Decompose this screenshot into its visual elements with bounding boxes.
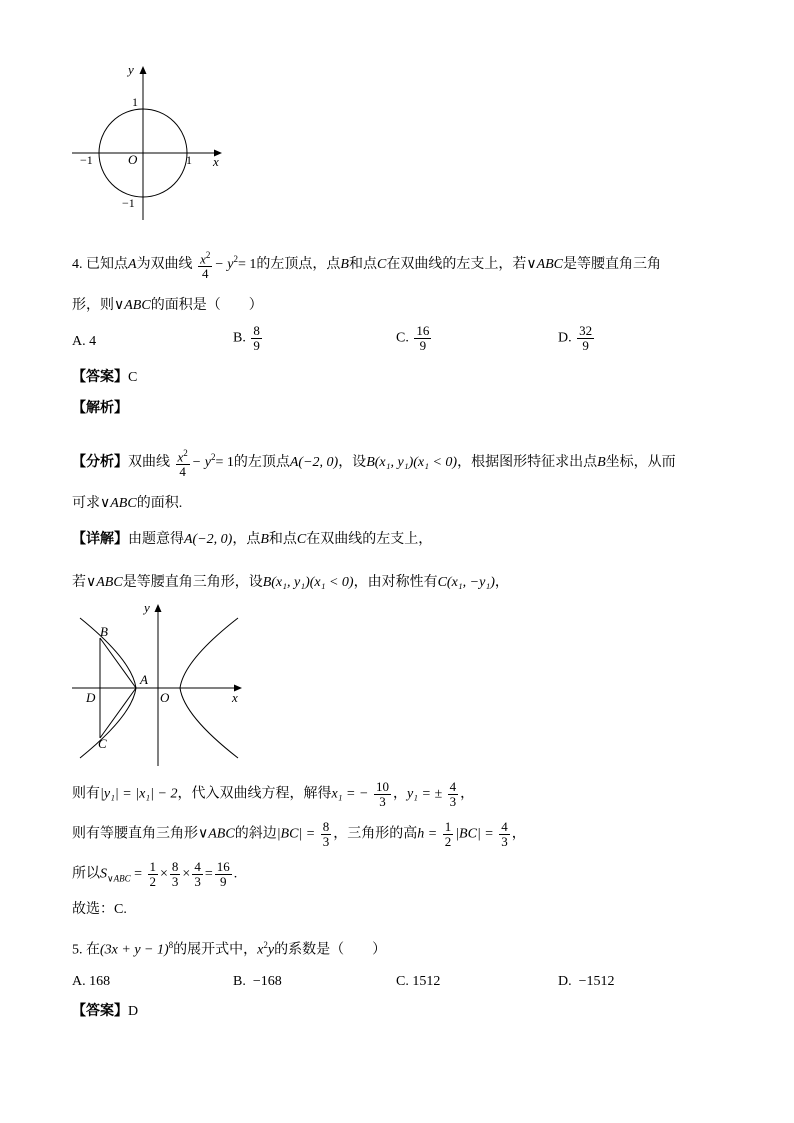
option-label: D. xyxy=(558,330,572,346)
q5-number: 5. xyxy=(72,942,83,958)
point-b-coord: B(x₁, y₁)(x₁ < 0) xyxy=(262,575,354,590)
q4-text: 为双曲线 xyxy=(136,256,193,272)
q5-term-x: x xyxy=(257,942,264,958)
q5-line1 xyxy=(72,936,386,960)
solution-text: ，三角形的高 xyxy=(333,826,418,842)
y-label: y xyxy=(128,62,134,77)
q4-text: 已知点 xyxy=(86,256,128,272)
eq-equals: = 1 xyxy=(238,256,257,272)
frac-den: 3 xyxy=(501,834,508,849)
area-result xyxy=(215,860,232,889)
option-label: A. xyxy=(72,334,86,349)
frac-x: x xyxy=(177,449,184,465)
q5-term-y: y xyxy=(267,942,275,958)
fenxi-text: 的面积. xyxy=(136,496,183,511)
frac-den: 4 xyxy=(179,464,186,480)
q4-solution-line1: 则有|y₁| = |x₁| − 2，代入双曲线方程，解得x₁ = − $\frac{10}{3}$ ，y₁ = ± $\frac{4}{3}$ ， xyxy=(72,779,475,809)
frac-den: 3 xyxy=(322,834,330,849)
option-fraction xyxy=(251,324,262,353)
q4-option-a xyxy=(72,333,96,351)
frac-den: 2 xyxy=(444,834,452,849)
fenxi-text: 的左顶点 xyxy=(233,454,290,470)
frac-num: 16 xyxy=(216,859,230,874)
answer-value: C xyxy=(128,370,138,385)
eq-minus-y: − y xyxy=(214,256,234,272)
point-a: A xyxy=(128,256,137,272)
point-a-coord: A(−2, 0) xyxy=(184,532,233,547)
segment-ac xyxy=(100,688,136,738)
point-d-label: D xyxy=(86,690,96,705)
tick-1-top: 1 xyxy=(132,95,138,109)
area-fraction-1 xyxy=(148,860,159,889)
height-fraction xyxy=(499,820,510,849)
option-fraction xyxy=(414,324,431,353)
q4-number: 4. xyxy=(72,256,83,272)
segment-ab xyxy=(100,638,136,688)
area-fraction-3 xyxy=(192,860,203,889)
option-value: 168 xyxy=(89,974,111,989)
eq-equals: = 1 xyxy=(215,454,234,470)
origin-label: O xyxy=(160,690,170,705)
q4-text: 的左顶点，点 xyxy=(256,256,341,272)
frac-den: 3 xyxy=(194,874,201,889)
x1-fraction xyxy=(374,780,391,809)
point-b-coord: B(x₁, y₁)(x₁ < 0) xyxy=(366,454,458,470)
triangle-abc: ∨ABC xyxy=(86,575,123,590)
frac-num: 32 xyxy=(579,323,593,338)
triangle-abc: ∨ABC xyxy=(114,298,151,313)
detail-text: ， xyxy=(494,575,509,590)
x-label: x xyxy=(213,154,219,169)
bc-fraction xyxy=(321,820,332,849)
point-b: B xyxy=(597,454,606,470)
q4-line2 xyxy=(72,297,263,315)
q4-text: 是等腰直角三角 xyxy=(563,256,662,272)
q4-text: 形，则 xyxy=(72,298,114,313)
choice-text: 故选：C. xyxy=(72,902,127,917)
point-c: C xyxy=(376,256,387,272)
option-label: B. xyxy=(233,330,246,346)
q4-detail-line2 xyxy=(72,574,509,592)
option-value: −1512 xyxy=(578,974,615,989)
point-b-label: B xyxy=(100,624,108,639)
option-fraction xyxy=(577,324,594,353)
frac-x: x xyxy=(200,251,206,267)
option-value: 1512 xyxy=(412,974,441,989)
fenxi-tag: 【分析】 xyxy=(72,454,128,470)
unit-circle-figure xyxy=(70,60,230,225)
bc-length: |BC| = xyxy=(276,826,316,842)
triangle-abc: ∨ABC xyxy=(198,826,235,842)
frac-den: 3 xyxy=(449,794,457,809)
option-value: 4 xyxy=(89,334,97,349)
point-b: B xyxy=(260,532,269,547)
fenxi-text: ，设 xyxy=(338,454,367,470)
eq-y-exp: 2 xyxy=(210,452,216,463)
q5-option-c xyxy=(396,973,440,991)
triangle-abc: ∨ABC xyxy=(526,256,564,272)
detail-text: 若 xyxy=(72,575,86,590)
answer-tag: 【答案】 xyxy=(72,1004,128,1019)
frac-num: 4 xyxy=(194,859,201,874)
x1-value: x₁ = − xyxy=(331,786,369,802)
eq-y-exp: 2 xyxy=(233,254,239,265)
q5-text: 的展开式中， xyxy=(173,942,258,958)
point-a-coord: A(−2, 0) xyxy=(289,454,339,470)
solution-text: ，代入双曲线方程，解得 xyxy=(177,786,332,802)
option-label: B. xyxy=(233,974,246,989)
q4-analysis-tag xyxy=(72,400,128,418)
y-axis-arrow xyxy=(155,604,162,612)
frac-num: 8 xyxy=(253,323,260,338)
frac-num: 8 xyxy=(171,859,179,874)
q5-term-exp: 2 xyxy=(263,940,268,950)
y1-value: y₁ = ± xyxy=(406,786,443,802)
area-s: S xyxy=(100,866,107,882)
detail-text: 在双曲线的左支上， xyxy=(306,532,433,547)
fenxi-text: 坐标，从而 xyxy=(605,454,676,470)
tick-neg1-bottom: −1 xyxy=(122,196,135,210)
frac-num: 4 xyxy=(449,779,457,794)
frac-den: 4 xyxy=(201,266,209,282)
frac-num: 8 xyxy=(322,819,330,834)
frac-den: 2 xyxy=(149,874,156,889)
detail-text: ，由对称性有 xyxy=(353,575,438,590)
q4-fenxi-line2 xyxy=(72,495,182,513)
frac-den: 9 xyxy=(219,874,227,889)
detail-text: 和点 xyxy=(268,532,297,547)
q4-option-d xyxy=(558,324,596,353)
frac-den: 9 xyxy=(582,338,589,353)
frac-num: 10 xyxy=(375,779,389,794)
q5-text: 的系数是（ ） xyxy=(274,942,387,958)
option-label: A. xyxy=(72,974,86,989)
solution-text: 所以 xyxy=(72,866,100,882)
fenxi-text: 双曲线 xyxy=(128,454,170,470)
point-b: B xyxy=(340,256,349,272)
option-value: −168 xyxy=(252,974,282,989)
frac-num: 4 xyxy=(501,819,508,834)
origin-label: O xyxy=(128,152,138,167)
q4-solution-line3: 所以$S_{\vee ABC}$ = $\frac{1}{2}$ × $\frac{8}{3}$ × $\frac{4}{3}$ = $\frac{16}{9}$ . xyxy=(72,859,238,889)
q4-detail-line1 xyxy=(72,531,432,549)
solution-text: 则有等腰直角三角形 xyxy=(72,826,198,842)
y-axis-arrow xyxy=(140,66,147,74)
q4-option-c xyxy=(396,324,433,353)
option-label: C. xyxy=(396,974,409,989)
half-fraction xyxy=(443,820,454,849)
detail-text: 由题意得 xyxy=(128,532,184,547)
q5-option-d xyxy=(558,973,615,991)
answer-value: D xyxy=(128,1004,139,1019)
q4-solution-line2: 则有等腰直角三角形∨ABC的斜边|BC| = $\frac{8}{3}$ ，三角形的高h = $\frac{1}{2}$ |BC| = $\frac{4}{3}$ ， xyxy=(72,819,526,849)
q4-fenxi-line1 xyxy=(72,446,676,479)
option-label: C. xyxy=(396,330,409,346)
bc-length: |BC| = xyxy=(455,826,494,842)
hyperbola-fraction xyxy=(198,248,212,281)
option-label: D. xyxy=(558,974,572,989)
q4-text: 和点 xyxy=(348,256,377,272)
fenxi-text: ，根据图形特征求出点 xyxy=(457,454,598,470)
point-c-coord: C(x₁, −y₁) xyxy=(437,575,495,590)
abs-equation: |y₁| = |x₁| − 2 xyxy=(100,786,178,802)
q5-answer xyxy=(72,1003,138,1021)
tick-neg1-left: −1 xyxy=(80,153,93,167)
x-label: x xyxy=(232,690,238,705)
y1-fraction xyxy=(448,780,459,809)
point-c-label: C xyxy=(98,736,107,751)
answer-tag: 【答案】 xyxy=(72,370,128,385)
q4-choice xyxy=(72,901,127,919)
solution-text: 则有 xyxy=(72,786,100,802)
frac-num: 1 xyxy=(444,819,452,834)
area-fraction-2 xyxy=(170,860,181,889)
frac-exp: 2 xyxy=(205,250,211,260)
frac-exp: 2 xyxy=(183,448,188,458)
solution-text: 的斜边 xyxy=(234,826,277,842)
analysis-tag: 【解析】 xyxy=(72,401,128,416)
q5-option-b xyxy=(233,973,282,991)
detail-tag: 【详解】 xyxy=(72,532,128,547)
frac-den: 9 xyxy=(253,338,260,353)
tick-1-right: 1 xyxy=(186,153,192,167)
q5-expression: (3x + y − 1) xyxy=(100,942,169,958)
fenxi-text: 可求 xyxy=(72,496,100,511)
eq-minus-y: − y xyxy=(191,454,211,470)
q4-text: 的面积是（ ） xyxy=(150,298,263,313)
q4-line1 xyxy=(72,248,661,281)
point-c: C xyxy=(296,532,307,547)
height-h: h = xyxy=(417,826,438,842)
frac-den: 3 xyxy=(379,794,386,809)
detail-text: ，点 xyxy=(232,532,261,547)
point-a-label: A xyxy=(140,672,148,687)
y-label: y xyxy=(144,600,150,615)
hyperbola-fraction xyxy=(176,446,190,479)
frac-den: 3 xyxy=(171,874,179,889)
q4-option-b xyxy=(233,324,264,353)
triangle-abc: ∨ABC xyxy=(100,496,137,511)
hyperbola-figure xyxy=(70,598,250,768)
q5-option-a xyxy=(72,973,110,991)
q5-text: 在 xyxy=(86,942,100,958)
q4-text: 在双曲线的左支上，若 xyxy=(386,256,527,272)
frac-num: 1 xyxy=(149,859,156,874)
frac-num: 16 xyxy=(416,323,430,338)
area-subscript: ∨ABC xyxy=(107,873,131,884)
frac-den: 9 xyxy=(419,338,427,353)
q4-answer xyxy=(72,369,137,387)
q5-exponent: 8 xyxy=(168,940,174,950)
detail-text: 是等腰直角三角形，设 xyxy=(122,575,263,590)
